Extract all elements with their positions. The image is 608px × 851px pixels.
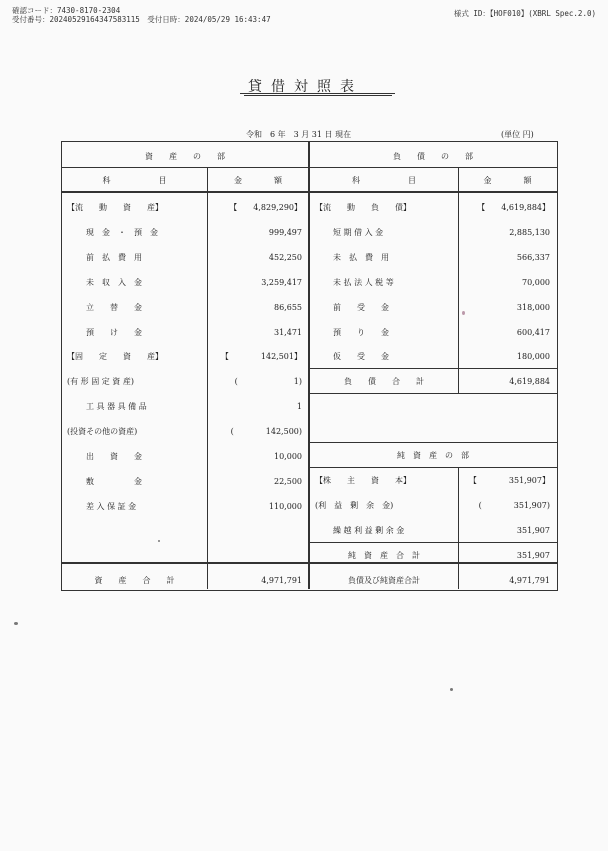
confirm-code: 確認コード：7430-8170-2304 [12,6,121,15]
grid-line [308,141,310,589]
asset-row-label: 前 払 費 用 [86,253,142,262]
assets-section-header: 資 産 の 部 [145,152,225,161]
asset-row-label: 【固 定 資 産】 [67,352,163,361]
grid-line [207,167,208,589]
net-assets-section-header: 純 資 産 の 部 [397,451,469,460]
asset-row-label: 預 け 金 [86,328,142,337]
title-underline [240,93,395,94]
asset-row-label: 立 替 金 [86,303,142,312]
receipt-info: 受付番号：20240529164347583115 受付日時：2024/05/29 16:43:47 [12,15,271,24]
liability-row-label: 預 り 金 [333,328,389,337]
liability-row-amount: 70,000 [522,278,550,287]
form-id: 様式 ID：【HOF010】(XBRL Spec.2.0) [453,9,596,18]
header-left [12,6,271,24]
asset-row-amount: 3,259,417 [261,278,302,287]
asset-row-label: 出 資 金 [86,452,142,461]
asset-row-amount: 86,655 [274,303,302,312]
asset-row-amount: ( 142,500) [230,427,302,436]
asset-row-label: (投資その他の資産) [67,427,138,436]
asset-row-amount: ( 1) [234,377,302,386]
asset-row-amount: 10,000 [274,452,302,461]
liability-row-label: 仮 受 金 [333,352,389,361]
net-asset-row-label: (利 益 剰 余 金) [315,501,394,510]
net-asset-row-label: 繰 越 利 益 剰 余 金 [333,526,405,535]
report-date: 令和 6 年 3 月 31 日 現在 [246,130,352,139]
liability-total-amount: 4,619,884 [509,377,550,386]
grid-line [458,467,459,589]
liab-net-total-label: 負債及び純資産合計 [348,576,420,585]
title-underline-2 [244,95,392,96]
grid-line [309,542,557,543]
asset-row-amount: 22,500 [274,477,302,486]
scan-speck [14,622,18,625]
net-asset-row-amount: ( 351,907) [478,501,550,510]
asset-row-amount: 110,000 [268,502,302,511]
liability-row-amount: 【 4,619,884】 [477,203,550,212]
page-title: 貸借対照表 [248,79,363,95]
net-asset-row-amount: 【 351,907】 [468,476,550,485]
assets-subject-header: 科 目 [102,176,167,185]
grid-line [458,167,459,393]
net-assets-total-label: 純 資 産 合 計 [348,551,420,560]
assets-total-amount: 4,971,791 [261,576,302,585]
grid-line [309,467,557,468]
net-assets-total-amount: 351,907 [516,551,550,560]
liability-row-amount: 180,000 [516,352,550,361]
asset-row-label: 差 入 保 証 金 [86,502,137,511]
asset-row-amount: 【 142,501】 [220,352,302,361]
liability-row-label: 未 払 費 用 [333,253,389,262]
liability-row-label: 短 期 借 入 金 [333,228,384,237]
liability-row-amount: 600,417 [516,328,550,337]
assets-amount-header: 金 額 [234,176,282,185]
asset-row-amount: 31,471 [274,328,302,337]
asset-row-amount: 452,250 [268,253,302,262]
liabilities-section-header: 負 債 の 部 [393,152,473,161]
asset-row-label: 現 金 ・ 預 金 [86,228,158,237]
asset-row-label: 未 収 入 金 [86,278,142,287]
asset-row-amount: 999,497 [268,228,302,237]
asset-row-amount: 【 4,829,290】 [229,203,302,212]
liability-row-label: 未 払 法 人 税 等 [333,278,394,287]
liability-row-amount: 566,337 [516,253,550,262]
net-asset-row-label: 【株 主 資 本】 [315,476,411,485]
scan-speck [462,311,465,315]
assets-total-label: 資 産 合 計 [94,576,175,585]
liability-total-label: 負 債 合 計 [344,377,424,386]
liability-row-amount: 2,885,130 [509,228,550,237]
asset-row-label: (有 形 固 定 資 産) [67,377,134,386]
liab-net-total-amount: 4,971,791 [509,576,550,585]
asset-row-label: 敷 金 [86,477,142,486]
liab-amount-header: 金 額 [483,176,532,185]
asset-row-label: 工 具 器 具 備 品 [86,402,147,411]
liability-row-label: 前 受 金 [333,303,389,312]
grid-line [309,393,557,394]
liability-row-label: 【流 動 負 債】 [315,203,411,212]
asset-row-label: 【流 動 資 産】 [67,203,163,212]
liability-row-amount: 318,000 [516,303,550,312]
asset-row-amount: 1 [296,402,302,411]
unit-label: (単位 円) [501,130,534,139]
grid-line [309,368,557,369]
scan-speck [450,688,453,691]
grid-line [309,442,557,443]
scan-speck [158,540,160,542]
net-asset-row-amount: 351,907 [516,526,550,535]
liab-subject-header: 科 目 [352,176,416,185]
